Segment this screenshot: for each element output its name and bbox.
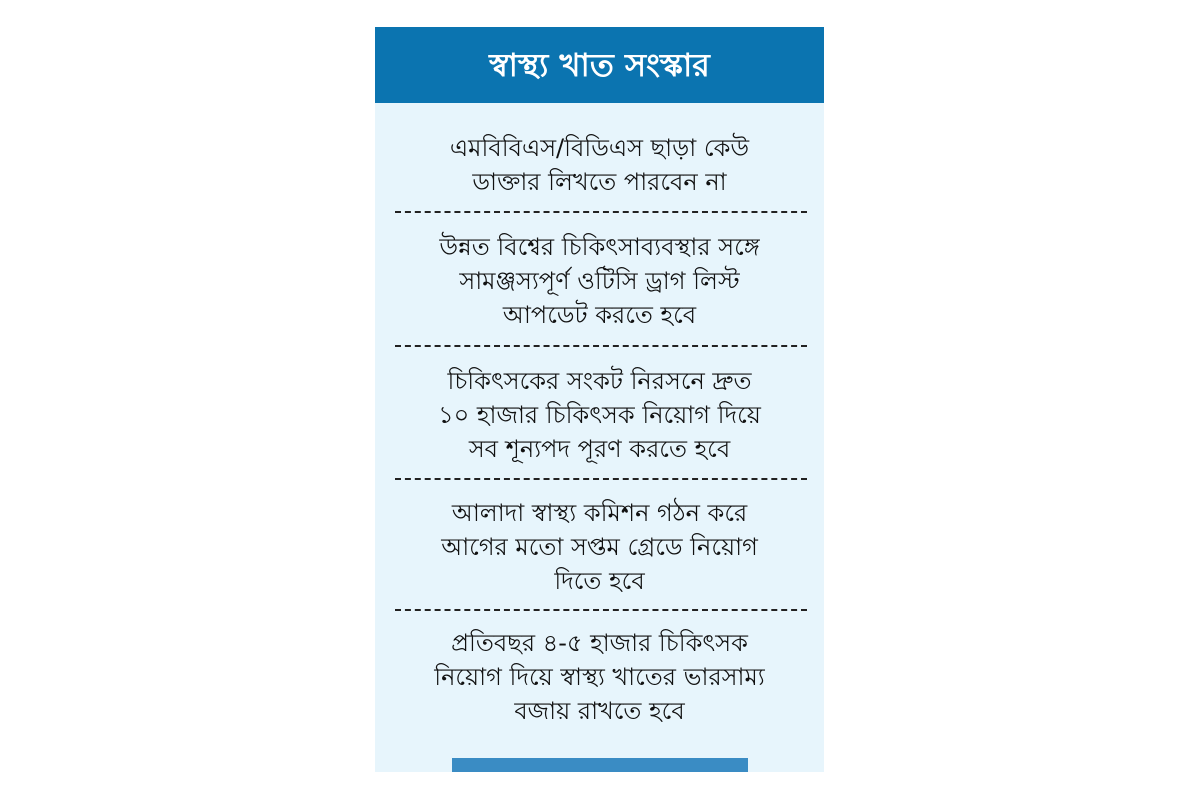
point-item-4 bbox=[375, 496, 824, 598]
dashed-divider bbox=[395, 609, 807, 611]
point-line: এমবিবিএস/বিডিএস ছাড়া কেউ bbox=[449, 134, 750, 162]
point-item-3 bbox=[375, 364, 824, 466]
point-line: সব শূন্যপদ পূরণ করতে হবে bbox=[468, 435, 731, 463]
point-item-2 bbox=[375, 230, 824, 332]
dashed-divider bbox=[395, 345, 807, 347]
point-line: আগের মতো সপ্তম গ্রেডে নিয়োগ bbox=[441, 533, 758, 561]
point-item-5 bbox=[375, 626, 824, 728]
point-line: উন্নত বিশ্বের চিকিৎসাব্যবস্থার সঙ্গে bbox=[439, 233, 760, 261]
footer-accent-bar bbox=[452, 758, 748, 772]
infobox-header bbox=[375, 27, 824, 103]
point-line: নিয়োগ দিয়ে স্বাস্থ্য খাতের ভারসাম্য bbox=[434, 663, 765, 691]
point-line: প্রতিবছর ৪-৫ হাজার চিকিৎসক bbox=[451, 629, 748, 657]
infobox-title: স্বাস্থ্য খাত সংস্কার bbox=[489, 46, 710, 84]
point-line: ১০ হাজার চিকিৎসক নিয়োগ দিয়ে bbox=[438, 401, 761, 429]
point-line: আপডেট করতে হবে bbox=[502, 301, 697, 329]
point-line: চিকিৎসকের সংকট নিরসনে দ্রুত bbox=[447, 367, 752, 395]
point-line: বজায় রাখতে হবে bbox=[514, 697, 685, 725]
point-item-1 bbox=[375, 131, 824, 199]
point-line: সামঞ্জস্যপূর্ণ ওটিসি ড্রাগ লিস্ট bbox=[459, 267, 740, 295]
point-line: দিতে হবে bbox=[554, 567, 645, 595]
point-line: ডাক্তার লিখতে পারবেন না bbox=[472, 168, 727, 196]
point-line: আলাদা স্বাস্থ্য কমিশন গঠন করে bbox=[451, 499, 748, 527]
dashed-divider bbox=[395, 478, 807, 480]
infobox-card bbox=[375, 27, 824, 772]
dashed-divider bbox=[395, 211, 807, 213]
